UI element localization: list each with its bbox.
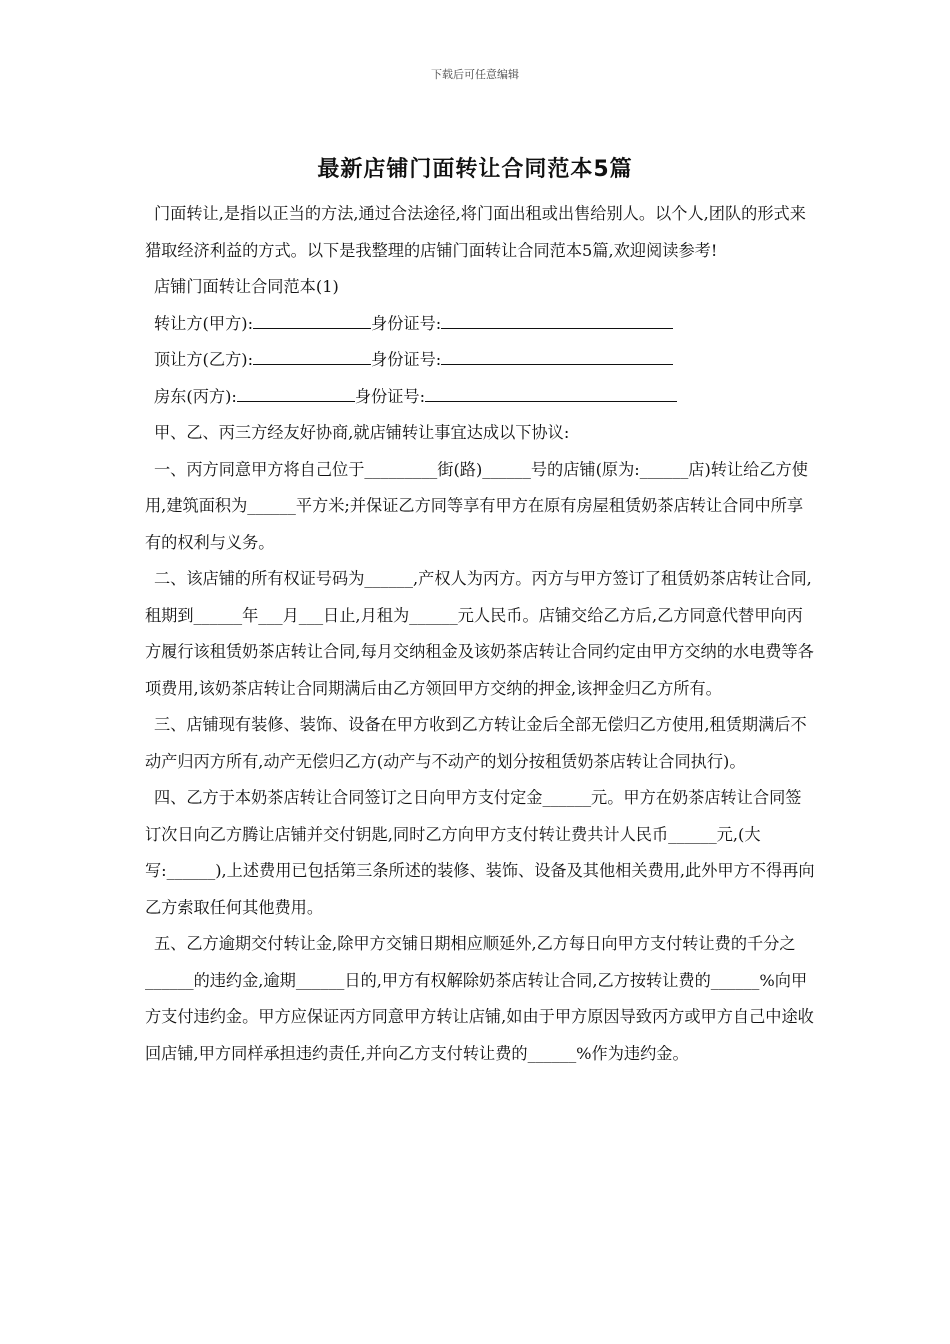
preamble: 甲、乙、丙三方经友好协商,就店铺转让事宜达成以下协议: bbox=[154, 423, 570, 442]
party-label: 转让方(甲方): bbox=[154, 313, 254, 333]
document-body bbox=[145, 196, 815, 1072]
blank-underline bbox=[253, 311, 371, 329]
blank-underline bbox=[253, 347, 371, 365]
intro-paragraph: 门面转让,是指以正当的方法,通过合法途径,将门面出租或出售给别人。以个人,团队的形式来猎取经济利益的方式。以下是我整理的店铺门面转让合同范本5篇,欢迎阅读参考! bbox=[145, 204, 806, 260]
clause-2: 二、该店铺的所有权证号码为______,产权人为丙方。丙方与甲方签订了租赁奶茶店转让合同,租期到______年___月___日止,月租为______元人民币。店铺交给乙方后,乙方同意代替甲向丙方履行该租赁奶茶店转让合同,每月交纳租金及该奶茶店转让合同约定由甲方交纳的水电费等各项费用,该奶茶店转让合同期满后由乙方领回甲方交纳的押金,该押金归乙方所有。 bbox=[145, 569, 814, 698]
clause-3: 三、店铺现有装修、装饰、设备在甲方收到乙方转让金后全部无偿归乙方使用,租赁期满后不动产归丙方所有,动产无偿归乙方(动产与不动产的划分按租赁奶茶店转让合同执行)。 bbox=[145, 715, 807, 771]
id-label: 身份证号: bbox=[371, 350, 442, 369]
party-line-transferor bbox=[145, 306, 815, 343]
clause-1: 一、丙方同意甲方将自己位于_________街(路)______号的店铺(原为:______店)转让给乙方使用,建筑面积为______平方米;并保证乙方同等享有甲方在原有房屋租赁奶茶店转让合同中所享有的权利与义务。 bbox=[145, 459, 808, 552]
blank-underline bbox=[425, 384, 677, 402]
section-title: 店铺门面转让合同范本(1) bbox=[154, 277, 339, 296]
party-label: 顶让方(乙方): bbox=[154, 350, 254, 369]
document-title: 最新店铺门面转让合同范本5篇 bbox=[317, 157, 633, 182]
page-header: 下载后可任意编辑 bbox=[431, 68, 519, 81]
clause-5: 五、乙方逾期交付转让金,除甲方交铺日期相应顺延外,乙方每日向甲方支付转让费的千分之______的违约金,逾期______日的,甲方有权解除奶茶店转让合同,乙方按转让费的______%向甲方支付违约金。甲方应保证丙方同意甲方转让店铺,如由于甲方原因导致丙方或甲方自己中途收回店铺,甲方同样承担违约责任,并向乙方支付转让费的______%作为违约金。 bbox=[145, 934, 814, 1063]
blank-underline bbox=[237, 384, 355, 402]
id-label: 身份证号: bbox=[354, 386, 426, 406]
party-line-transferee bbox=[145, 342, 815, 379]
id-label: 身份证号: bbox=[371, 313, 442, 333]
party-label: 房东(丙方): bbox=[154, 386, 237, 406]
clause-4: 四、乙方于本奶茶店转让合同签订之日向甲方支付定金______元。甲方在奶茶店转让合同签订次日向乙方腾让店铺并交付钥匙,同时乙方向甲方支付转让费共计人民币______元,(大写:______),上述费用已包括第三条所述的装修、装饰、设备及其他相关费用,此外甲方不得再向乙方索取任何其他费用。 bbox=[145, 788, 815, 917]
party-line-landlord bbox=[145, 379, 815, 416]
blank-underline bbox=[441, 311, 673, 329]
blank-underline bbox=[441, 347, 673, 365]
